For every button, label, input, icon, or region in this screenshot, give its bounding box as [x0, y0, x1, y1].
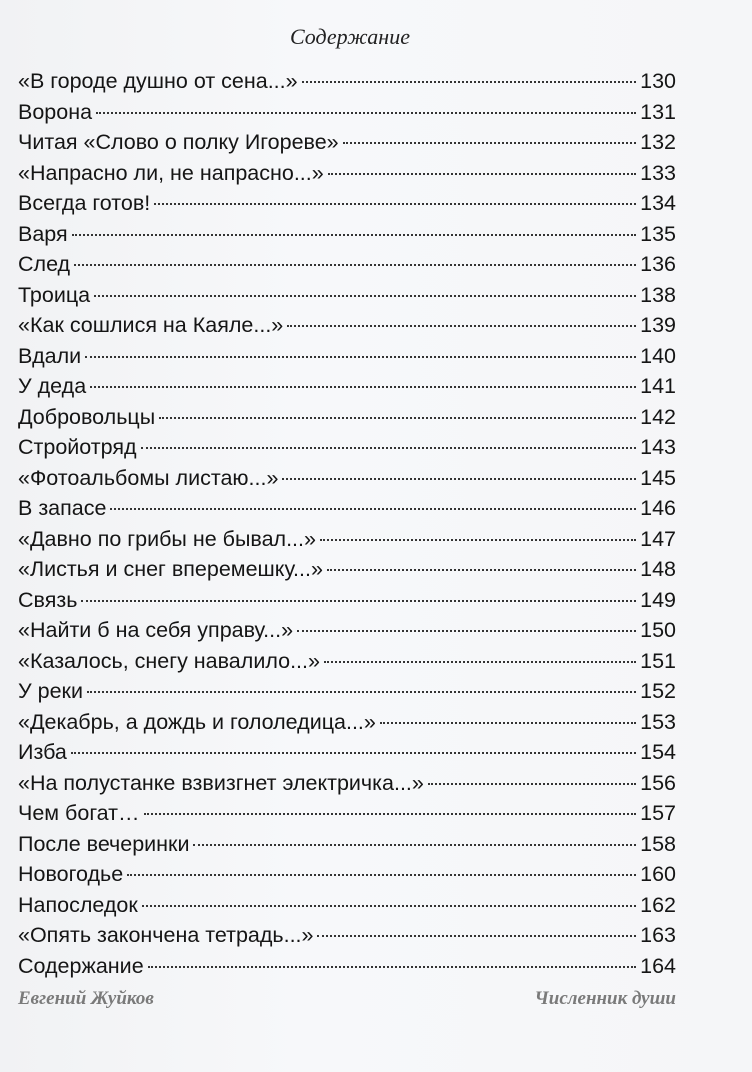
toc-entry-page: 139	[640, 313, 676, 337]
toc-entry	[18, 646, 676, 677]
toc-entry	[18, 310, 676, 341]
toc-entry-page: 145	[640, 465, 676, 490]
toc-entry-page: 138	[640, 282, 676, 307]
toc-entry-title: Изба	[18, 740, 67, 764]
toc-entry	[18, 768, 676, 799]
dot-leader	[428, 783, 636, 785]
toc-entry-page: 148	[640, 557, 676, 581]
dot-leader	[282, 478, 636, 480]
dot-leader	[74, 264, 636, 266]
toc-entry-page: 133	[640, 160, 676, 185]
toc-entry-page: 158	[640, 831, 676, 856]
toc-entry-page: 153	[640, 709, 676, 734]
toc-entry-title: В запасе	[18, 496, 107, 520]
dot-leader	[297, 630, 636, 632]
toc-entry	[18, 66, 676, 97]
toc-entry-page: 156	[640, 770, 676, 795]
toc-entry-page: 164	[640, 953, 676, 978]
toc-entry	[18, 676, 676, 707]
toc-entry-title: Связь	[18, 587, 78, 612]
table-of-contents	[18, 66, 676, 981]
toc-entry-page: 141	[640, 374, 676, 398]
toc-entry-page: 163	[640, 923, 676, 947]
toc-entry	[18, 188, 676, 219]
toc-entry-title: После вечеринки	[18, 831, 190, 856]
toc-entry-title: «На полустанке взвизгнет электричка...»	[18, 770, 424, 795]
toc-entry-title: Новогодье	[18, 862, 124, 886]
dot-leader	[85, 356, 636, 358]
dot-leader	[159, 417, 636, 419]
toc-entry-title: «Найти б на себя управу...»	[18, 618, 294, 642]
toc-entry-title: Варя	[18, 221, 68, 246]
footer-book-title: Численник души	[534, 988, 676, 1009]
toc-entry	[18, 890, 676, 921]
dot-leader	[94, 295, 636, 297]
toc-entry-page: 131	[640, 99, 676, 124]
toc-entry-title: Стройотряд	[18, 435, 137, 459]
toc-entry-page: 140	[640, 343, 676, 368]
toc-entry-page: 162	[640, 892, 676, 917]
page-footer	[18, 988, 676, 1010]
toc-entry-page: 135	[640, 221, 676, 246]
toc-entry	[18, 951, 676, 982]
toc-entry-page: 150	[640, 618, 676, 642]
toc-entry	[18, 737, 676, 768]
toc-entry-title: Содержание	[18, 953, 144, 978]
toc-entry-title: «Как сошлися на Каяле...»	[18, 313, 284, 337]
dot-leader	[328, 173, 636, 175]
dot-leader	[90, 386, 636, 388]
dot-leader	[141, 447, 637, 449]
dot-leader	[110, 508, 636, 510]
dot-leader	[287, 325, 636, 327]
toc-entry	[18, 127, 676, 158]
toc-entry	[18, 493, 676, 524]
toc-entry-page: 152	[640, 679, 676, 703]
toc-entry	[18, 798, 676, 829]
toc-entry	[18, 829, 676, 860]
dot-leader	[81, 600, 636, 602]
dot-leader	[380, 722, 636, 724]
toc-entry-page: 130	[640, 69, 676, 93]
toc-entry	[18, 707, 676, 738]
page-title: Содержание	[289, 24, 410, 49]
toc-entry-title: Напоследок	[18, 892, 138, 917]
toc-entry-title: Всегда готов!	[18, 191, 151, 215]
dot-leader	[71, 752, 636, 754]
dot-leader	[193, 844, 636, 846]
toc-entry-title: «Опять закончена тетрадь...»	[18, 923, 314, 947]
toc-entry	[18, 219, 676, 250]
dot-leader	[343, 142, 637, 144]
toc-entry-page: 160	[640, 862, 676, 886]
toc-entry-title: Вдали	[18, 343, 82, 368]
toc-entry-title: Читая «Слово о полку Игореве»	[18, 130, 339, 154]
toc-entry-title: «Казалось, снегу навалило...»	[18, 648, 320, 673]
toc-entry	[18, 158, 676, 189]
toc-entry-page: 143	[640, 435, 676, 459]
toc-entry-page: 154	[640, 740, 676, 764]
dot-leader	[302, 81, 637, 83]
toc-entry-title: «Листья и снег вперемешку...»	[18, 557, 323, 581]
toc-entry-page: 132	[640, 130, 676, 154]
toc-entry-page: 134	[640, 191, 676, 215]
toc-entry	[18, 524, 676, 555]
dot-leader	[96, 112, 636, 114]
toc-entry	[18, 341, 676, 372]
toc-entry-page: 157	[640, 801, 676, 825]
toc-entry-title: «Декабрь, а дождь и гололедица...»	[18, 709, 376, 734]
toc-entry-title: Троица	[18, 282, 91, 307]
toc-entry	[18, 249, 676, 280]
toc-entry	[18, 463, 676, 494]
toc-entry-page: 149	[640, 587, 676, 612]
toc-entry-title: «Напрасно ли, не напрасно...»	[18, 160, 324, 185]
toc-entry	[18, 97, 676, 128]
dot-leader	[320, 539, 636, 541]
dot-leader	[327, 569, 636, 571]
toc-entry	[18, 585, 676, 616]
toc-entry-page: 147	[640, 526, 676, 551]
toc-entry-title: У деда	[18, 374, 87, 398]
toc-entry-title: «В городе душно от сена...»	[18, 69, 298, 93]
toc-entry-title: След	[18, 252, 71, 276]
toc-entry-page: 151	[640, 648, 676, 673]
toc-entry-page: 146	[640, 496, 676, 520]
toc-entry-page: 142	[640, 404, 676, 429]
toc-entry	[18, 859, 676, 890]
toc-entry-page: 136	[640, 252, 676, 276]
toc-entry-title: «Фотоальбомы листаю...»	[18, 465, 279, 490]
toc-entry	[18, 615, 676, 646]
dot-leader	[324, 661, 636, 663]
toc-entry-title: Ворона	[18, 99, 93, 124]
dot-leader	[127, 874, 636, 876]
toc-entry	[18, 371, 676, 402]
toc-entry	[18, 432, 676, 463]
dot-leader	[144, 813, 637, 815]
toc-entry	[18, 554, 676, 585]
toc-entry	[18, 920, 676, 951]
toc-entry-title: Чем богат…	[18, 801, 140, 825]
dot-leader	[317, 935, 636, 937]
dot-leader	[148, 966, 636, 968]
dot-leader	[154, 203, 636, 205]
dot-leader	[72, 234, 636, 236]
toc-entry-title: «Давно по грибы не бывал...»	[18, 526, 316, 551]
toc-entry-title: У реки	[18, 679, 83, 703]
toc-entry	[18, 280, 676, 311]
dot-leader	[87, 691, 636, 693]
toc-entry	[18, 402, 676, 433]
toc-entry-title: Добровольцы	[18, 404, 156, 429]
footer-author: Евгений Жуйков	[18, 988, 154, 1009]
dot-leader	[142, 905, 636, 907]
